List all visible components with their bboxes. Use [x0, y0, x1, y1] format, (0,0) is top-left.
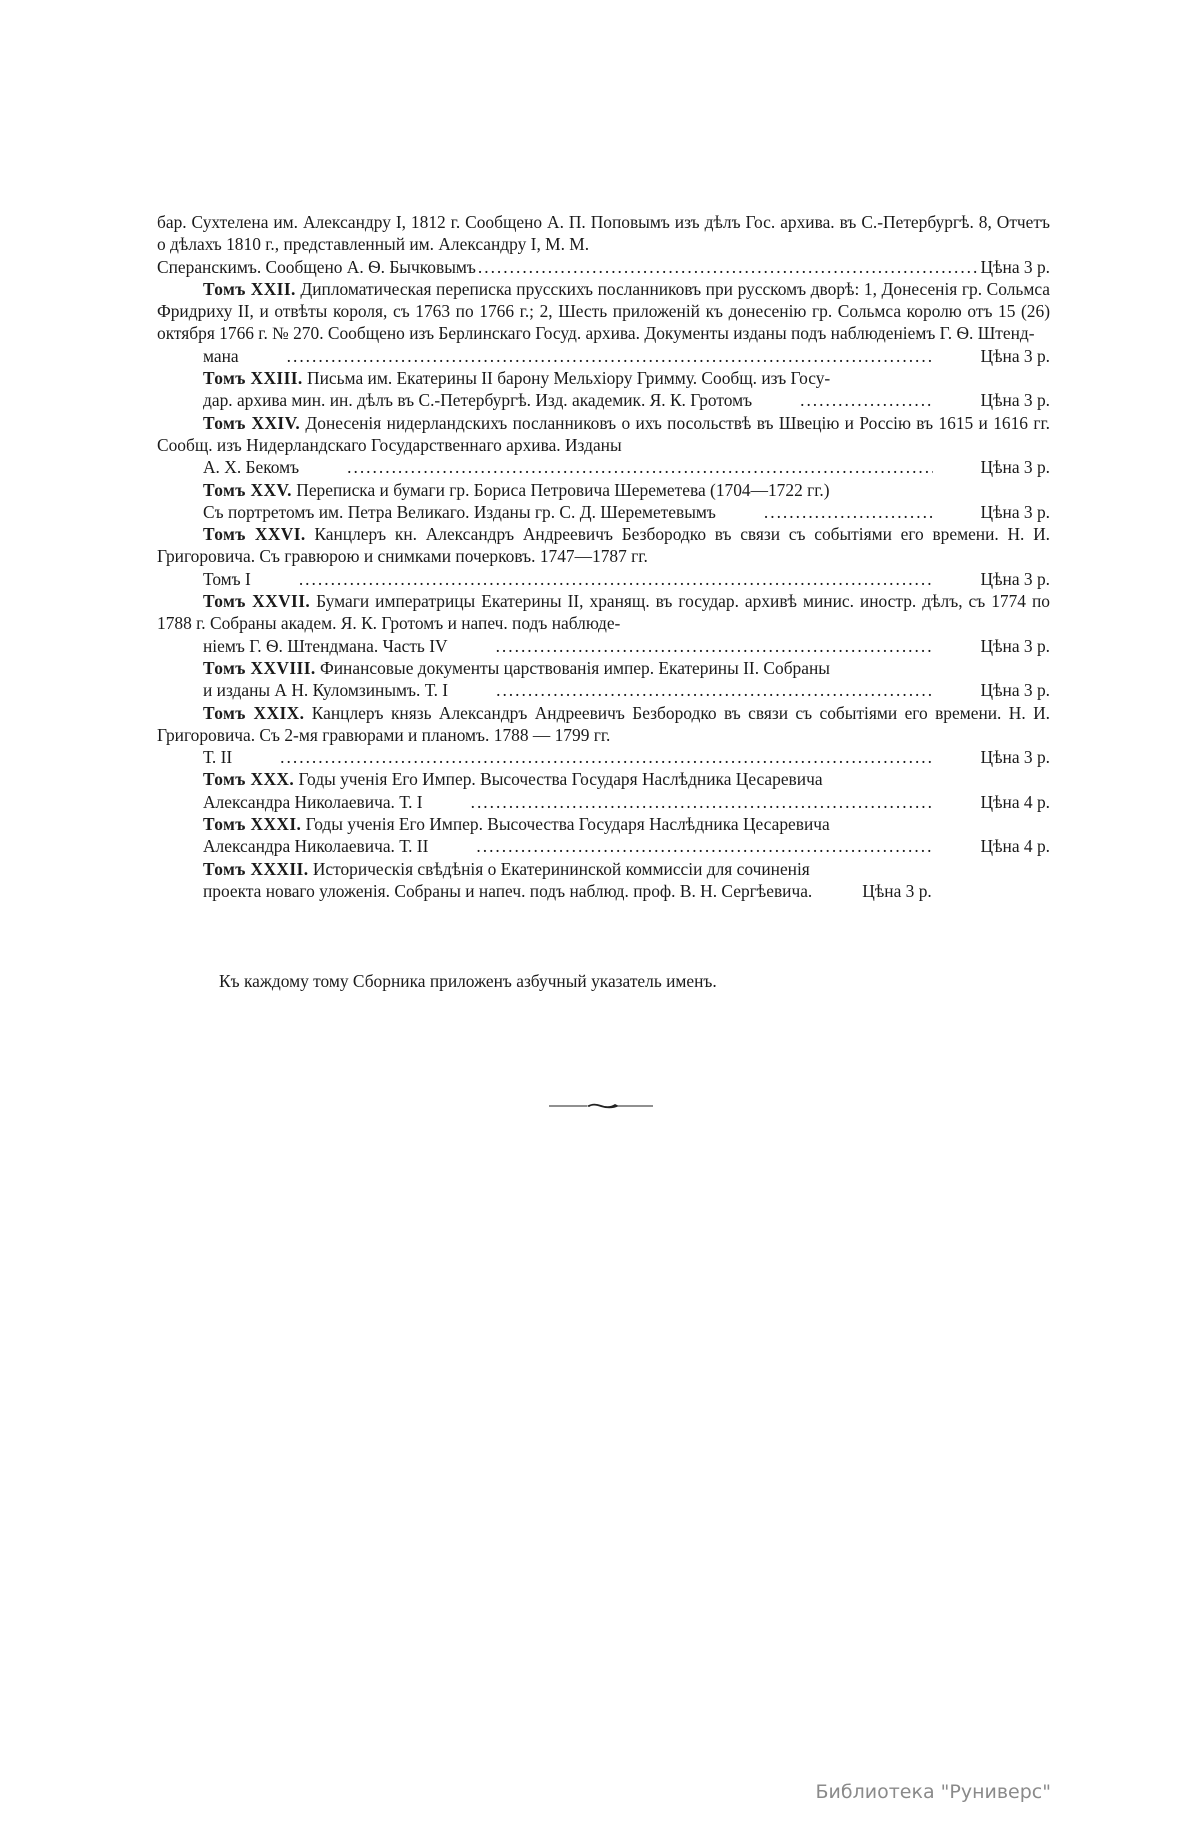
price-line-lead: мана: [203, 345, 239, 366]
leader-dots: [253, 568, 933, 590]
volume-entry-23: [157, 367, 1050, 412]
volume-description: Переписка и бумаги гр. Бориса Петровича Шереметева (1704—1722 гг.): [296, 479, 830, 500]
volume-description: Историческія свѣдѣнія о Екатерининской коммиссіи для сочиненія: [312, 858, 810, 879]
volume-entry-29: [157, 702, 1050, 769]
volume-description: Бумаги императрицы Екатерины II, хранящ. въ государ. архивѣ минис. иностр. дѣлъ, съ 1774 по 1788 г. Собраны академ. Я. К. Гротомъ и напеч. подъ наблюде-: [157, 591, 1050, 634]
price-label: Цѣна 3 р.: [980, 390, 1050, 411]
volume-price-line: [157, 501, 1050, 523]
volume-label: Томъ XXV.: [203, 479, 292, 500]
index-footnote: Къ каждому тому Сборника приложенъ азбучный указатель именъ.: [219, 971, 717, 991]
price-line-lead: Сперанскимъ. Сообщено А. Ѳ. Бычковымъ: [157, 256, 476, 277]
volume-description: Финансовые документы царствованія импер. Екатерины II. Собраны: [320, 657, 830, 678]
volume-price-line: [157, 635, 1050, 657]
volume-label: Томъ XXVII.: [203, 591, 311, 612]
leader-dots: [478, 256, 979, 278]
price-line-lead: Томъ I: [203, 568, 251, 589]
price-line-lead: Александра Николаевича. Т. II: [203, 836, 429, 857]
volume-price-line: [157, 746, 1050, 768]
volume-entry-26: [157, 523, 1050, 590]
volume-price-line: [157, 389, 1050, 411]
intro-price-line: [157, 256, 1050, 278]
volume-label: Томъ XXII.: [203, 278, 296, 299]
ornament-divider: [549, 1102, 653, 1110]
leader-dots: [234, 746, 932, 768]
volume-entry-31: [157, 813, 1050, 858]
volume-label: Томъ XXVI.: [203, 524, 306, 545]
volume-label: Томъ XXXII.: [203, 858, 309, 879]
price-label: Цѣна 3 р.: [980, 256, 1050, 277]
price-label: Цѣна 3 р.: [980, 568, 1050, 589]
volume-label: Томъ XXIV.: [203, 412, 301, 433]
price-line-lead: ніемъ Г. Ѳ. Штендмана. Часть IV: [203, 635, 448, 656]
volume-entry-22: [157, 278, 1050, 367]
volume-description: Годы ученія Его Импер. Высочества Государя Наслѣдника Цесаревича: [298, 769, 823, 790]
price-line-lead: дар. архива мин. ин. дѣлъ въ С.-Петербургѣ. Изд. академик. Я. К. Гротомъ: [203, 390, 753, 411]
volume-label: Томъ XXVIII.: [203, 657, 316, 678]
volume-price-line: [157, 345, 1050, 367]
price-line-lead: Т. II: [203, 747, 233, 768]
volume-description: Годы ученія Его Импер. Высочества Государя Наслѣдника Цесаревича: [305, 814, 830, 835]
volume-price-line: [157, 568, 1050, 590]
page-body: [157, 211, 1050, 902]
price-label: Цѣна 3 р.: [980, 635, 1050, 656]
volume-description: Дипломатическая переписка прусскихъ посланниковъ при русскомъ дворѣ: 1, Донесенія гр. Сольмса Фридриху II, и отвѣты короля, съ 1763 по 1766 г.; 2, Шесть приложеній къ донесенію гр. Сольмса королю отъ 15 (26) октября 1766 г. № 270. Сообщено изъ Берлинскаго Госуд. архива. Документы изданы подъ наблюденіемъ Г. Ѳ. Штенд-: [157, 278, 1050, 344]
leader-dots: [301, 456, 932, 478]
volume-label: Томъ XXIX.: [203, 702, 305, 723]
price-line-lead: А. Х. Бекомъ: [203, 457, 300, 478]
library-watermark: Библиотека "Руниверс": [815, 1781, 1051, 1803]
volume-description: Канцлеръ князь Александръ Андреевичъ Безбородко въ связи съ событіями его времени. Н. И. Григоровича. Съ 2-мя гравюрами и планомъ. 1788 — 1799 гг.: [157, 702, 1050, 745]
price-label: Цѣна 3 р.: [980, 747, 1050, 768]
leader-dots: [241, 345, 933, 367]
leader-dots: [430, 835, 932, 857]
leader-dots: [754, 389, 932, 411]
intro-text: бар. Сухтелена им. Александру I, 1812 г. Сообщено А. П. Поповымъ изъ дѣлъ Гос. архива. въ С.-Петербургѣ. 8, Отчетъ о дѣлахъ 1810 г., представленный им. Александру I, М. М.: [157, 212, 1050, 255]
price-label: Цѣна 4 р.: [980, 791, 1050, 812]
volume-description: Канцлеръ кн. Александръ Андреевичъ Безбородко въ связи съ событіями его времени. Н. И. Григоровича. Съ гравюрою и снимками почерковъ. 1747—1787 гг.: [157, 524, 1050, 567]
leader-dots: [718, 501, 933, 523]
leader-dots: [425, 791, 933, 813]
volume-label: Томъ XXIII.: [203, 368, 303, 389]
volume-label: Томъ XXXI.: [203, 814, 302, 835]
volume-entry-25: [157, 479, 1050, 524]
price-label: Цѣна 3 р.: [980, 457, 1050, 478]
price-label: Цѣна 3 р.: [980, 680, 1050, 701]
price-line-lead: и изданы А Н. Куломзинымъ. Т. I: [203, 680, 449, 701]
volume-entry-30: [157, 768, 1050, 813]
volume-price-line: [157, 835, 1050, 857]
volume-description: Донесенія нидерландскихъ посланниковъ о ихъ посольствѣ въ Швецію и Россію въ 1615 и 1616 гг. Сообщ. изъ Нидерландскаго Государственнаго архива. Изданы: [157, 412, 1050, 455]
price-line-lead: Съ портретомъ им. Петра Великаго. Изданы гр. С. Д. Шереметевымъ: [203, 501, 716, 522]
volume-entry-32: [157, 858, 1050, 903]
leader-dots: [450, 635, 933, 657]
price-line-lead: проекта новаго уложенія. Собраны и напеч. подъ наблюд. проф. В. Н. Сергѣевича.: [203, 880, 813, 901]
volume-label: Томъ XXX.: [203, 769, 295, 790]
volume-entry-27: [157, 590, 1050, 657]
volume-price-line: [157, 880, 1050, 902]
leader-dots: [450, 679, 932, 701]
volume-price-line: [157, 456, 1050, 478]
volume-price-line: [157, 791, 1050, 813]
volume-price-line: [157, 679, 1050, 701]
volume-entry-24: [157, 412, 1050, 479]
intro-entry: [157, 211, 1050, 278]
price-label: Цѣна 3 р.: [980, 345, 1050, 366]
volume-description: Письма им. Екатерины II барону Мельхіору Гримму. Сообщ. изъ Госу-: [307, 368, 831, 389]
volume-entry-28: [157, 657, 1050, 702]
price-label: Цѣна 3 р.: [862, 880, 932, 901]
price-label: Цѣна 4 р.: [980, 836, 1050, 857]
price-label: Цѣна 3 р.: [980, 501, 1050, 522]
price-line-lead: Александра Николаевича. Т. I: [203, 791, 423, 812]
